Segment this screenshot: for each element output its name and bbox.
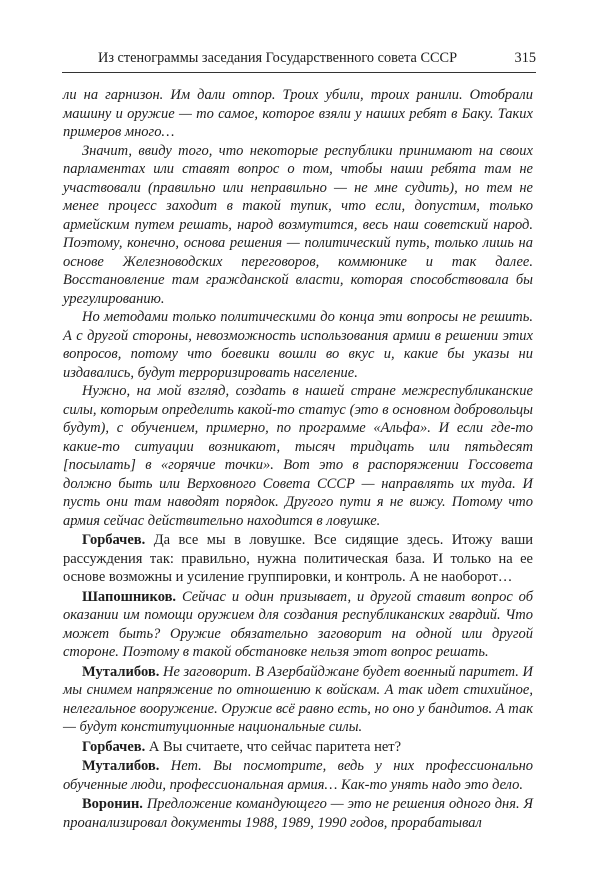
- speech-text: Не заговорит. В Азербайджане будет военный паритет. И мы снимем напряжение по отношению к войскам. А так идет стихийное, нелегальное вооружение. Оружие всё равно есть, но оно у бандитов. А так — будут конституционные национальные силы.: [63, 663, 534, 735]
- page-number: 315: [514, 50, 536, 66]
- paragraph: [63, 308, 533, 382]
- speech-text: Сейчас и один призывает, и другой ставит вопрос об оказании им помощи оружием для создания республиканских гвардий. Что может быть? Оружие обязательно заговорит на одной или другой стороне. Поэтому в такой обстановке нельзя этот вопрос решать.: [63, 588, 534, 660]
- body-text: [63, 86, 533, 832]
- paragraph-text: Значит, ввиду того, что некоторые республики принимают на своих парламентах или ставят вопрос о том, чтобы наши ребята там не участвовали (правильно или неправильно — не мне судить), но тем не менее процесс заходит в такой тупик, что если, допустим, только армейским путем решать, народ возмутится, весь наш советский народ. Поэтому, конечно, основа решения — политический путь, только лишь на основе Железноводских переговоров, коммюнике и так далее. Восстановление там гражданской власти, которая способствовала бы урегулированию.: [63, 142, 533, 307]
- paragraph-continuation: [63, 86, 533, 142]
- speaker-name: Горбачев.: [82, 532, 146, 548]
- speech-text: Нет. Вы посмотрите, ведь у них профессионально обученные люди, профессиональная армия… Как-то унять надо это дело.: [63, 758, 534, 793]
- speaker-name: Муталибов.: [82, 663, 160, 680]
- speaker-name: Шапошников.: [82, 588, 177, 605]
- speaker-paragraph: [63, 663, 533, 737]
- speaker-name: Муталибов.: [82, 758, 160, 774]
- paragraph-text: Нужно, на мой взгляд, создать в нашей стране межреспубликанские силы, которым определить какой-то статус (это в основном добровольцы будут), с обучением, примерно, по программе «Альфа». И если где-то какие-то ситуации возникают, тысяч тридцать или пятьдесят [посылать] в «горячие точки». Вот это в распоряжении Госсовета должно быть или Верховного Совета СССР — направлять их туда. И пусть они там наводят порядок. Другого пути я не вижу. Потому что армия сейчас действительно находится в ловушке.: [63, 383, 533, 529]
- speech-text: А Вы считаете, что сейчас паритета нет?: [148, 738, 402, 755]
- running-title: Из стенограммы заседания Государственного совета СССР: [98, 50, 458, 66]
- speech-text: Предложение командующего — это не решения одного дня. Я проанализировал документы 1988, 1989, 1990 годов, прорабатывал: [63, 796, 533, 831]
- speech-text: Да все мы в ловушке. Все сидящие здесь. Итожу ваши рассуждения так: правильно, нужна политическая база. И только на ее основе возможны и усиление группировки, и контроль. А не наоборот…: [63, 532, 534, 585]
- speaker-name: Воронин.: [82, 796, 143, 812]
- paragraph: [63, 142, 533, 309]
- paragraph: [63, 382, 533, 530]
- speaker-paragraph: [63, 531, 533, 587]
- speaker-paragraph: [63, 795, 533, 832]
- paragraph-text: Но методами только политическими до конца эти вопросы не решить. А с другой стороны, невозможность использования армии в решении этих вопросов, потому что боевики вошли во вкус и, какие бы указы ни издавались, будут терроризировать население.: [63, 309, 533, 381]
- speaker-paragraph: [63, 757, 533, 794]
- speaker-name: Горбачев.: [82, 738, 146, 755]
- speaker-paragraph: [63, 588, 533, 662]
- running-header: [62, 50, 536, 73]
- speaker-paragraph: [63, 738, 533, 757]
- paragraph-text: ли на гарнизон. Им дали отпор. Троих убили, троих ранили. Отобрали машину и оружие — то самое, которое взяли у наших ребят в Баку. Таких примеров много…: [63, 87, 533, 140]
